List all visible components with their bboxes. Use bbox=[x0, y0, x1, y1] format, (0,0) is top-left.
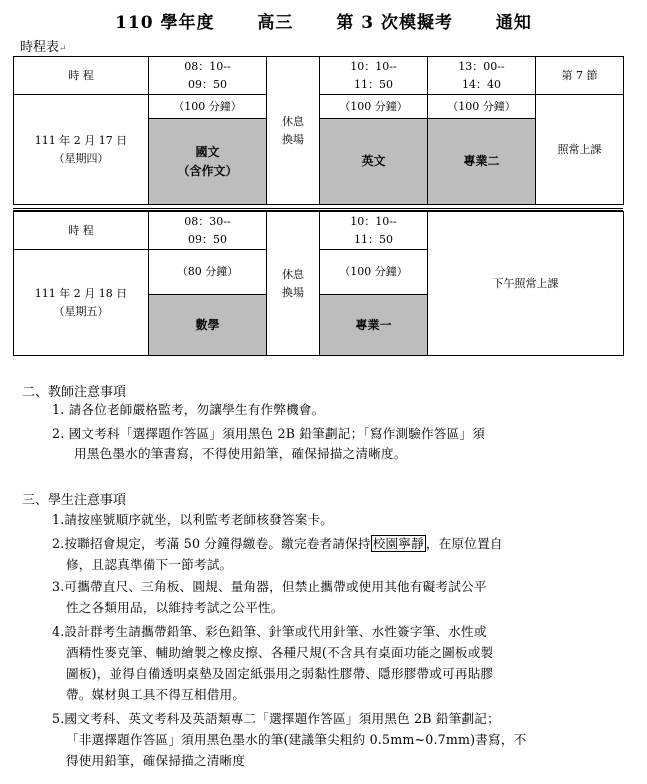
teacher-item-2: 2. 國文考科「選擇題作答區」須用黑色 2B 鉛筆劃記；「寫作測驗作答區」須 bbox=[52, 426, 485, 441]
schedule-table-day2 bbox=[13, 211, 624, 356]
subject-cell: 英文 bbox=[320, 119, 428, 205]
time-header: 時 程 bbox=[14, 212, 149, 250]
exam-date: 111 年 2 月 18 日 （星期五） bbox=[14, 250, 149, 356]
slot-duration: （100 分鐘） bbox=[149, 95, 267, 119]
student-item-5: 5.國文考科、英文考科及英語類專二「選擇題作答區」須用黑色 2B 鉛筆劃記； bbox=[52, 711, 500, 726]
slot-duration: （100 分鐘） bbox=[428, 95, 536, 119]
title-year: 110 學年度 bbox=[115, 13, 215, 33]
slot-duration: （80 分鐘） bbox=[149, 250, 267, 295]
afternoon-note: 下午照常上課 bbox=[428, 212, 624, 356]
students-heading: 三、學生注意事項 bbox=[22, 493, 127, 508]
period7-note: 照常上課 bbox=[536, 95, 624, 205]
student-item-2-cont: 修，且認真準備下一節考試。 bbox=[66, 557, 233, 572]
student-item-4: 4.設計群考生請攜帶鉛筆、彩色鉛筆、針筆或代用針筆、水性簽字筆、水性或 bbox=[52, 624, 487, 639]
teachers-heading: 二、教師注意事項 bbox=[22, 385, 127, 400]
student-item-3-cont: 性之各類用品，以維持考試之公平性。 bbox=[66, 600, 284, 615]
time-header: 時 程 bbox=[14, 57, 149, 95]
student-item-4-cont2: 圖板)，並得自備透明桌墊及固定紙張用之弱黏性膠帶、隱形膠帶或可再貼膠 bbox=[66, 666, 494, 681]
title-grade: 高三 bbox=[257, 13, 294, 33]
subject-cell: 專業一 bbox=[320, 295, 428, 356]
student-item-5-cont2: 得使用鉛筆，確保掃描之清晰度 bbox=[66, 753, 246, 768]
student-item-4-cont3: 帶。媒材與工具不得互相借用。 bbox=[66, 687, 246, 702]
exam-date: 111 年 2 月 17 日 （星期四） bbox=[14, 95, 149, 205]
student-item-4-cont1: 酒精性麥克筆、輔助繪製之橡皮擦、各種尺規(不含具有桌面功能之圖板或製 bbox=[66, 645, 494, 660]
student-item-3: 3.可攜帶直尺、三角板、圓規、量角器，但禁止攜帶或使用其他有礙考試公平 bbox=[52, 579, 487, 594]
title-notice: 通知 bbox=[495, 13, 532, 33]
boxed-text: 校園寧靜 bbox=[372, 536, 424, 551]
slot-time: 10：10-- 11：50 bbox=[320, 57, 428, 95]
break-cell: 休息 換場 bbox=[267, 57, 320, 205]
slot-duration: （100 分鐘） bbox=[320, 95, 428, 119]
slot-time: 10：10-- 11：50 bbox=[320, 212, 428, 250]
student-item-5-cont1: 「非選擇題作答區」須用黑色墨水的筆(建議筆尖粗約 0.5mm~0.7mm)書寫，不 bbox=[66, 732, 527, 747]
period7-header: 第 7 節 bbox=[536, 57, 624, 95]
schedule-table-day1 bbox=[13, 56, 624, 205]
student-item-1: 1.請按座號順序就坐，以利監考老師核發答案卡。 bbox=[52, 512, 334, 527]
subject-cell: 國文 （含作文） bbox=[149, 119, 267, 205]
title-exam: 第 3 次模擬考 bbox=[336, 13, 453, 33]
schedule-label: 時程表↵ bbox=[20, 40, 67, 55]
subject-cell: 數學 bbox=[149, 295, 267, 356]
document-title bbox=[0, 8, 647, 33]
teacher-item-1: 1. 請各位老師嚴格監考，勿讓學生有作弊機會。 bbox=[52, 402, 325, 417]
slot-duration: （100 分鐘） bbox=[320, 250, 428, 295]
slot-time: 08：10-- 09：50 bbox=[149, 57, 267, 95]
student-item-2: 2.按聯招會規定，考滿 50 分鐘得繳卷。繳完卷者請保持 校園寧靜 ，在原位置自 bbox=[52, 536, 503, 551]
slot-time: 08：30-- 09：50 bbox=[149, 212, 267, 250]
subject-cell: 專業二 bbox=[428, 119, 536, 205]
teacher-item-2-cont: 用黑色墨水的筆書寫，不得使用鉛筆，確保掃描之清晰度。 bbox=[74, 446, 407, 461]
break-cell: 休息 換場 bbox=[267, 212, 320, 356]
slot-time: 13：00-- 14：40 bbox=[428, 57, 536, 95]
